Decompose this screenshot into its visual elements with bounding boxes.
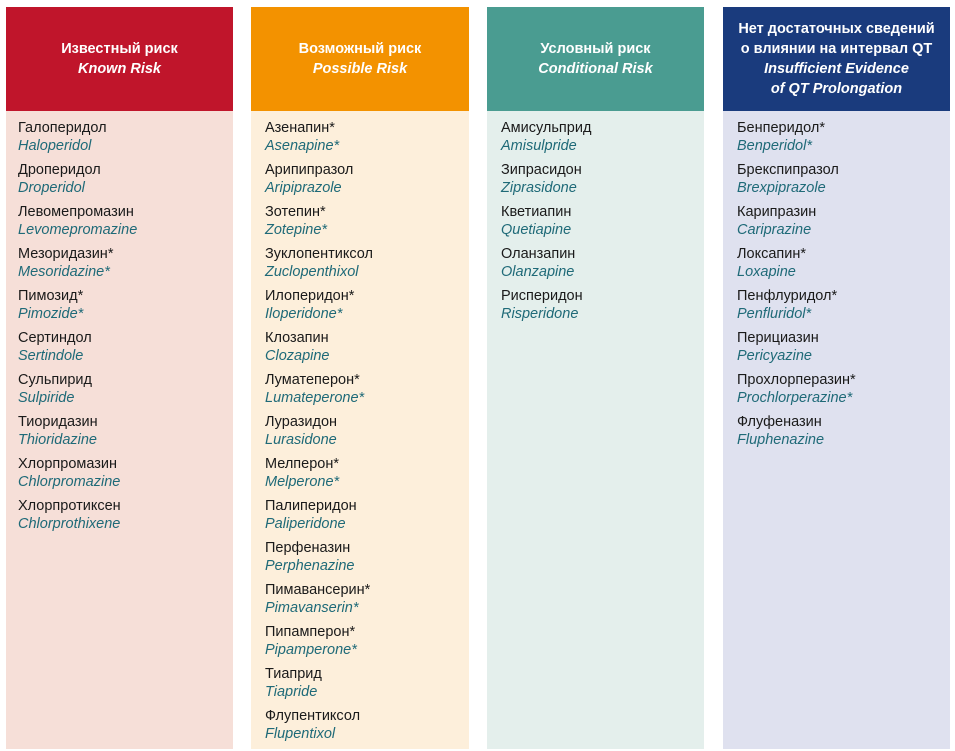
drug-name-ru: Тиаприд: [265, 666, 322, 682]
drug-item: [18, 413, 233, 455]
drug-item: [265, 245, 469, 287]
drug-item: [265, 287, 469, 329]
drug-item: [265, 581, 469, 623]
insufficient-evidence-column: [723, 7, 950, 749]
drug-name-en: Chlorpromazine: [18, 474, 121, 490]
drug-name-en: Levomepromazine: [18, 222, 138, 238]
known-risk-header: [6, 7, 233, 111]
drug-item: [737, 371, 950, 413]
drug-item: [501, 287, 704, 329]
drug-name-en: Iloperidone*: [265, 306, 343, 322]
drug-name-ru: Зотепин*: [265, 204, 326, 220]
drug-name-ru: Брекспипразол: [737, 162, 839, 178]
drug-item: [18, 371, 233, 413]
drug-name-en: Benperidol*: [737, 138, 812, 154]
drug-name-ru: Амисульприд: [501, 120, 592, 136]
drug-name-en: Risperidone: [501, 306, 579, 322]
drug-item: [265, 455, 469, 497]
drug-name-en: Zotepine*: [265, 222, 328, 238]
drug-name-ru: Пимозид*: [18, 288, 84, 304]
drug-name-en: Fluphenazine: [737, 432, 825, 448]
drug-name-ru: Прохлорперазин*: [737, 372, 856, 388]
drug-name-en: Melperone*: [265, 474, 340, 490]
known-risk-list: [6, 111, 233, 749]
header-title-ru: о влиянии на интервал QT: [740, 41, 933, 57]
drug-name-en: Loxapine: [737, 264, 796, 280]
drug-name-en: Quetiapine: [501, 222, 572, 238]
drug-name-en: Zuclopenthixol: [265, 264, 359, 280]
drug-item: [737, 161, 950, 203]
header-title-ru: Условный риск: [540, 41, 651, 57]
drug-name-ru: Кветиапин: [501, 204, 572, 220]
drug-name-en: Pipamperone*: [265, 642, 357, 658]
drug-name-ru: Левомепромазин: [18, 204, 134, 220]
drug-name-ru: Флупентиксол: [265, 708, 361, 724]
drug-item: [501, 161, 704, 203]
drug-name-ru: Мезоридазин*: [18, 246, 114, 262]
drug-name-en: Droperidol: [18, 180, 85, 196]
drug-item: [737, 203, 950, 245]
drug-item: [265, 119, 469, 161]
drug-name-en: Lumateperone*: [265, 390, 365, 406]
drug-name-en: Brexpiprazole: [737, 180, 826, 196]
drug-name-ru: Азенапин*: [265, 120, 335, 136]
drug-name-ru: Палиперидон: [265, 498, 357, 514]
possible-risk-list: [251, 111, 469, 749]
conditional-risk-list: [487, 111, 704, 749]
drug-name-ru: Оланзапин: [501, 246, 576, 262]
drug-name-ru: Перициазин: [737, 330, 819, 346]
drug-item: [18, 287, 233, 329]
header-title-en: Conditional Risk: [538, 61, 653, 77]
header-title-en: Possible Risk: [312, 61, 408, 77]
drug-item: [501, 245, 704, 287]
drug-item: [18, 245, 233, 287]
drug-item: [501, 119, 704, 161]
drug-name-ru: Бенперидол*: [737, 120, 825, 136]
drug-item: [265, 203, 469, 245]
header-title-ru: Известный риск: [61, 41, 178, 57]
header-title-en: of QT Prolongation: [770, 81, 903, 97]
header-title-en: Insufficient Evidence: [764, 61, 909, 77]
drug-name-ru: Сертиндол: [18, 330, 92, 346]
drug-item: [18, 497, 233, 539]
drug-name-en: Pericyazine: [737, 348, 812, 364]
drug-name-en: Mesoridazine*: [18, 264, 110, 280]
drug-item: [737, 245, 950, 287]
drug-item: [501, 203, 704, 245]
drug-name-en: Amisulpride: [501, 138, 577, 154]
drug-name-ru: Галоперидол: [18, 120, 107, 136]
drug-item: [18, 119, 233, 161]
drug-item: [265, 623, 469, 665]
drug-item: [737, 329, 950, 371]
drug-name-ru: Хлорпромазин: [18, 456, 118, 472]
drug-item: [737, 413, 950, 455]
drug-item: [265, 497, 469, 539]
drug-name-en: Pimavanserin*: [265, 600, 359, 616]
drug-name-ru: Локсапин*: [737, 246, 807, 262]
drug-item: [18, 203, 233, 245]
header-title-ru: Нет достаточных сведений: [738, 21, 935, 37]
drug-name-ru: Зуклопентиксол: [265, 246, 373, 262]
drug-name-ru: Тиоридазин: [18, 414, 98, 430]
drug-name-ru: Мелперон*: [265, 456, 339, 472]
drug-item: [265, 665, 469, 707]
drug-name-en: Lurasidone: [265, 432, 337, 448]
drug-item: [265, 539, 469, 581]
drug-name-en: Thioridazine: [18, 432, 97, 448]
drug-name-ru: Перфеназин: [265, 540, 351, 556]
possible-risk-column: [251, 7, 469, 749]
conditional-risk-column: [487, 7, 704, 749]
drug-name-en: Pimozide*: [18, 306, 84, 322]
drug-item: [18, 329, 233, 371]
drug-item: [265, 161, 469, 203]
drug-name-ru: Рисперидон: [501, 288, 583, 304]
drug-name-en: Tiapride: [265, 684, 318, 700]
drug-name-en: Haloperidol: [18, 138, 92, 154]
drug-name-en: Chlorprothixene: [18, 516, 121, 532]
header-title-ru: Возможный риск: [298, 41, 422, 57]
drug-name-en: Sertindole: [18, 348, 84, 364]
drug-name-ru: Пенфлуридол*: [737, 288, 838, 304]
drug-item: [265, 329, 469, 371]
drug-name-en: Flupentixol: [265, 726, 336, 742]
drug-item: [265, 413, 469, 455]
insufficient-evidence-list: [723, 111, 950, 749]
drug-item: [737, 287, 950, 329]
drug-name-ru: Клозапин: [265, 330, 329, 346]
drug-item: [265, 371, 469, 413]
drug-name-ru: Илоперидон*: [265, 288, 355, 304]
drug-name-ru: Карипразин: [737, 204, 817, 220]
drug-name-en: Cariprazine: [737, 222, 812, 238]
drug-item: [18, 161, 233, 203]
known-risk-column: [6, 7, 233, 749]
conditional-risk-header: [487, 7, 704, 111]
drug-name-ru: Флуфеназин: [737, 414, 822, 430]
drug-name-ru: Пипамперон*: [265, 624, 356, 640]
possible-risk-header: [251, 7, 469, 111]
drug-name-en: Olanzapine: [501, 264, 575, 280]
drug-name-ru: Пимавансерин*: [265, 582, 371, 598]
drug-name-ru: Зипрасидон: [501, 162, 582, 178]
drug-name-en: Paliperidone: [265, 516, 346, 532]
drug-name-en: Clozapine: [265, 348, 330, 364]
drug-name-en: Penfluridol*: [737, 306, 812, 322]
insufficient-evidence-header: [723, 7, 950, 111]
drug-name-en: Asenapine*: [265, 138, 340, 154]
drug-name-en: Prochlorperazine*: [737, 390, 853, 406]
drug-name-en: Ziprasidone: [501, 180, 577, 196]
drug-name-ru: Хлорпротиксен: [18, 498, 121, 514]
drug-name-ru: Сульпирид: [18, 372, 92, 388]
drug-name-ru: Луразидон: [265, 414, 338, 430]
drug-item: [265, 707, 469, 749]
drug-name-en: Aripiprazole: [265, 180, 342, 196]
header-title-en: Known Risk: [78, 61, 161, 77]
drug-item: [737, 119, 950, 161]
drug-name-ru: Луматеперон*: [265, 372, 360, 388]
drug-name-en: Perphenazine: [265, 558, 355, 574]
drug-item: [18, 455, 233, 497]
drug-name-ru: Дроперидол: [18, 162, 101, 178]
drug-name-ru: Арипипразол: [265, 162, 354, 178]
drug-name-en: Sulpiride: [18, 390, 75, 406]
